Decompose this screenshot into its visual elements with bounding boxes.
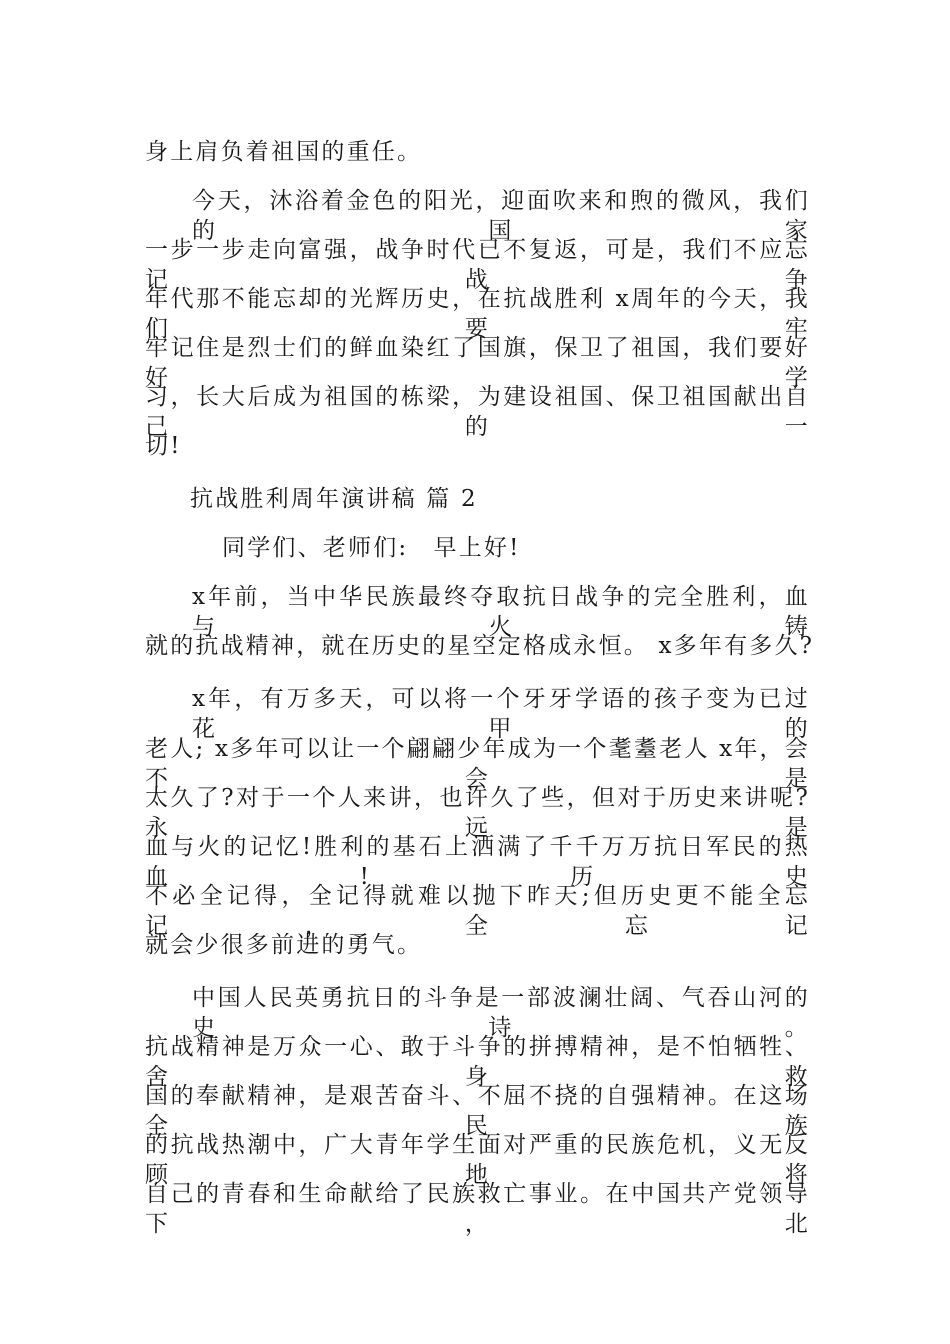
text-line: 就的抗战精神，就在历史的星空定格成永恒。 x多年有多久? [145,633,815,659]
text-line: 太久了?对于一个人来讲，也许久了些，但对于历史来讲呢?永远是 [145,785,810,841]
text-line: 年代那不能忘却的光辉历史，在抗战胜利 x周年的今天，我们要牢 [145,286,810,342]
text-line: 血与火的记忆!胜利的基石上洒满了千千万万抗日军民的热血! 历史 [145,834,810,890]
text-line: 切! [145,433,182,459]
text-line: 今天，沐浴着金色的阳光，迎面吹来和煦的微风，我们的国家 [192,188,810,244]
text-line: 就会少很多前进的勇气。 [145,932,423,958]
text-line: 身上肩负着祖国的重任。 [145,139,423,165]
section-heading: 抗战胜利周年演讲稿 篇 2 [190,486,478,512]
text-line: 习，长大后成为祖国的栋梁，为建设祖国、保卫祖国献出自己的一 [145,384,810,440]
salutation: 同学们、老师们: 早上好! [222,535,521,561]
text-line: 自己的青春和生命献给了民族救亡事业。在中国共产党领导下，北 [145,1181,810,1237]
text-line: 的抗战热潮中，广大青年学生面对严重的民族危机，义无反顾地将 [145,1132,810,1188]
text-line: 一步一步走向富强，战争时代已不复返，可是，我们不应忘记战争 [145,237,810,293]
text-line: 国的奉献精神，是艰苦奋斗、不屈不挠的自强精神。在这场全民族 [145,1083,810,1139]
text-line: 老人; x多年可以让一个翩翩少年成为一个耄耋老人 x年，会不会是 [145,736,810,792]
text-line: 中国人民英勇抗日的斗争是一部波澜壮阔、气吞山河的史诗。 [192,985,810,1041]
text-line: 不必全记得，全记得就难以抛下昨天;但历史更不能全忘记，全忘记 [145,883,810,939]
text-line: x年前，当中华民族最终夺取抗日战争的完全胜利，血与火铸 [192,584,810,640]
text-line: x年，有万多天，可以将一个牙牙学语的孩子变为已过花甲的 [192,686,810,742]
text-line: 牢记住是烈士们的鲜血染红了国旗，保卫了祖国，我们要好好学 [145,335,810,391]
text-line: 抗战精神是万众一心、敢于斗争的拼搏精神，是不怕牺牲、舍身救 [145,1034,810,1090]
